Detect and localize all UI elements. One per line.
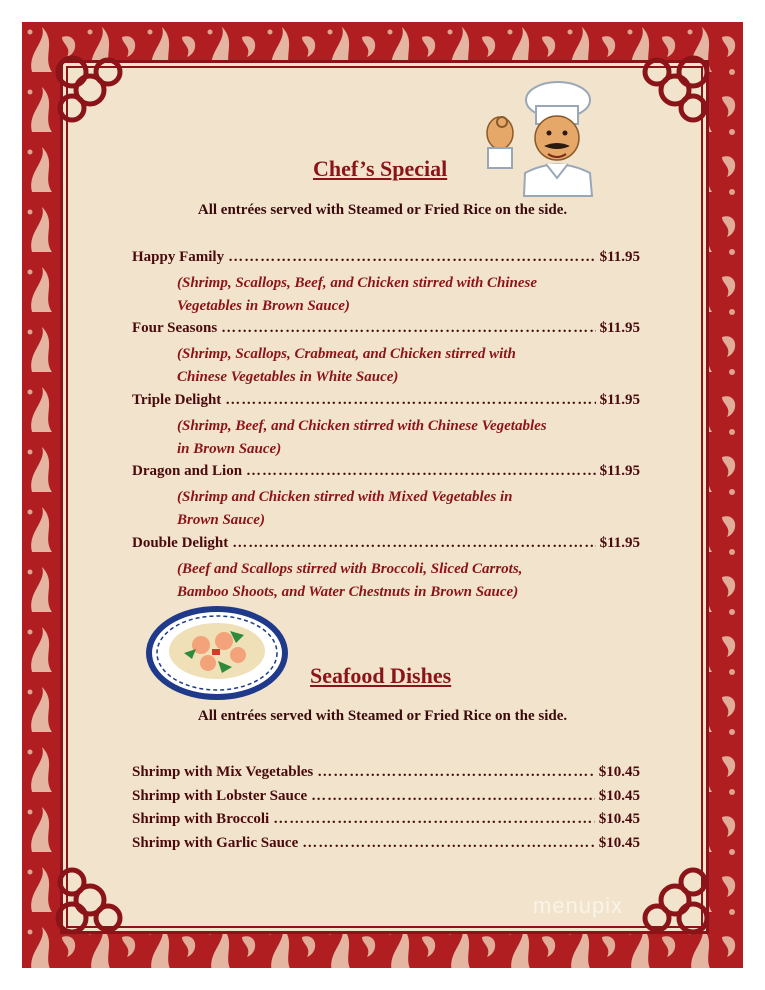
item-price: $11.95 <box>599 320 640 336</box>
menu-item <box>132 463 640 480</box>
item-price: $11.95 <box>599 463 640 479</box>
menu-item <box>132 835 640 852</box>
menu-item <box>132 535 640 552</box>
item-name: Triple Delight <box>132 392 222 408</box>
menu-item <box>132 249 640 266</box>
menu-item <box>132 811 640 828</box>
item-name: Shrimp with Broccoli <box>132 811 270 827</box>
chef-special-heading: Chef’s Special <box>313 156 448 181</box>
item-name: Double Delight <box>132 535 229 551</box>
item-price: $10.45 <box>598 764 640 780</box>
item-price: $10.45 <box>598 835 640 851</box>
item-description: (Shrimp, Scallops, Crabmeat, and Chicken stirred with Chinese Vegetables in White Sauce) <box>177 346 516 385</box>
menu-item <box>132 320 640 337</box>
menu-item <box>132 392 640 409</box>
seafood-heading: Seafood Dishes <box>310 663 452 688</box>
item-price: $11.95 <box>599 535 640 551</box>
item-price: $11.95 <box>599 249 640 265</box>
menu-item <box>132 764 640 781</box>
item-name: Four Seasons <box>132 320 218 336</box>
item-name: Happy Family <box>132 249 225 265</box>
menu-item <box>132 788 640 805</box>
item-price: $10.45 <box>598 811 640 827</box>
item-name: Shrimp with Mix Vegetables <box>132 764 314 780</box>
item-description: (Shrimp, Beef, and Chicken stirred with Chinese Vegetables in Brown Sauce) <box>177 418 547 457</box>
item-price: $10.45 <box>598 788 640 804</box>
chef-special-note: All entrées served with Steamed or Fried Rice on the side. <box>197 202 568 218</box>
item-price: $11.95 <box>599 392 640 408</box>
item-description: (Shrimp, Scallops, Beef, and Chicken stirred with Chinese Vegetables in Brown Sauce) <box>177 275 538 314</box>
item-name: Shrimp with Lobster Sauce <box>132 788 308 804</box>
item-description: (Beef and Scallops stirred with Broccoli, Sliced Carrots, Bamboo Shoots, and Water Chestnuts in Brown Sauce) <box>177 561 523 600</box>
seafood-note: All entrées served with Steamed or Fried Rice on the side. <box>197 708 568 724</box>
item-name: Dragon and Lion <box>132 463 243 479</box>
item-description: (Shrimp and Chicken stirred with Mixed Vegetables in Brown Sauce) <box>177 489 513 528</box>
watermark-logo: menupix <box>533 893 624 918</box>
item-name: Shrimp with Garlic Sauce <box>132 835 299 851</box>
